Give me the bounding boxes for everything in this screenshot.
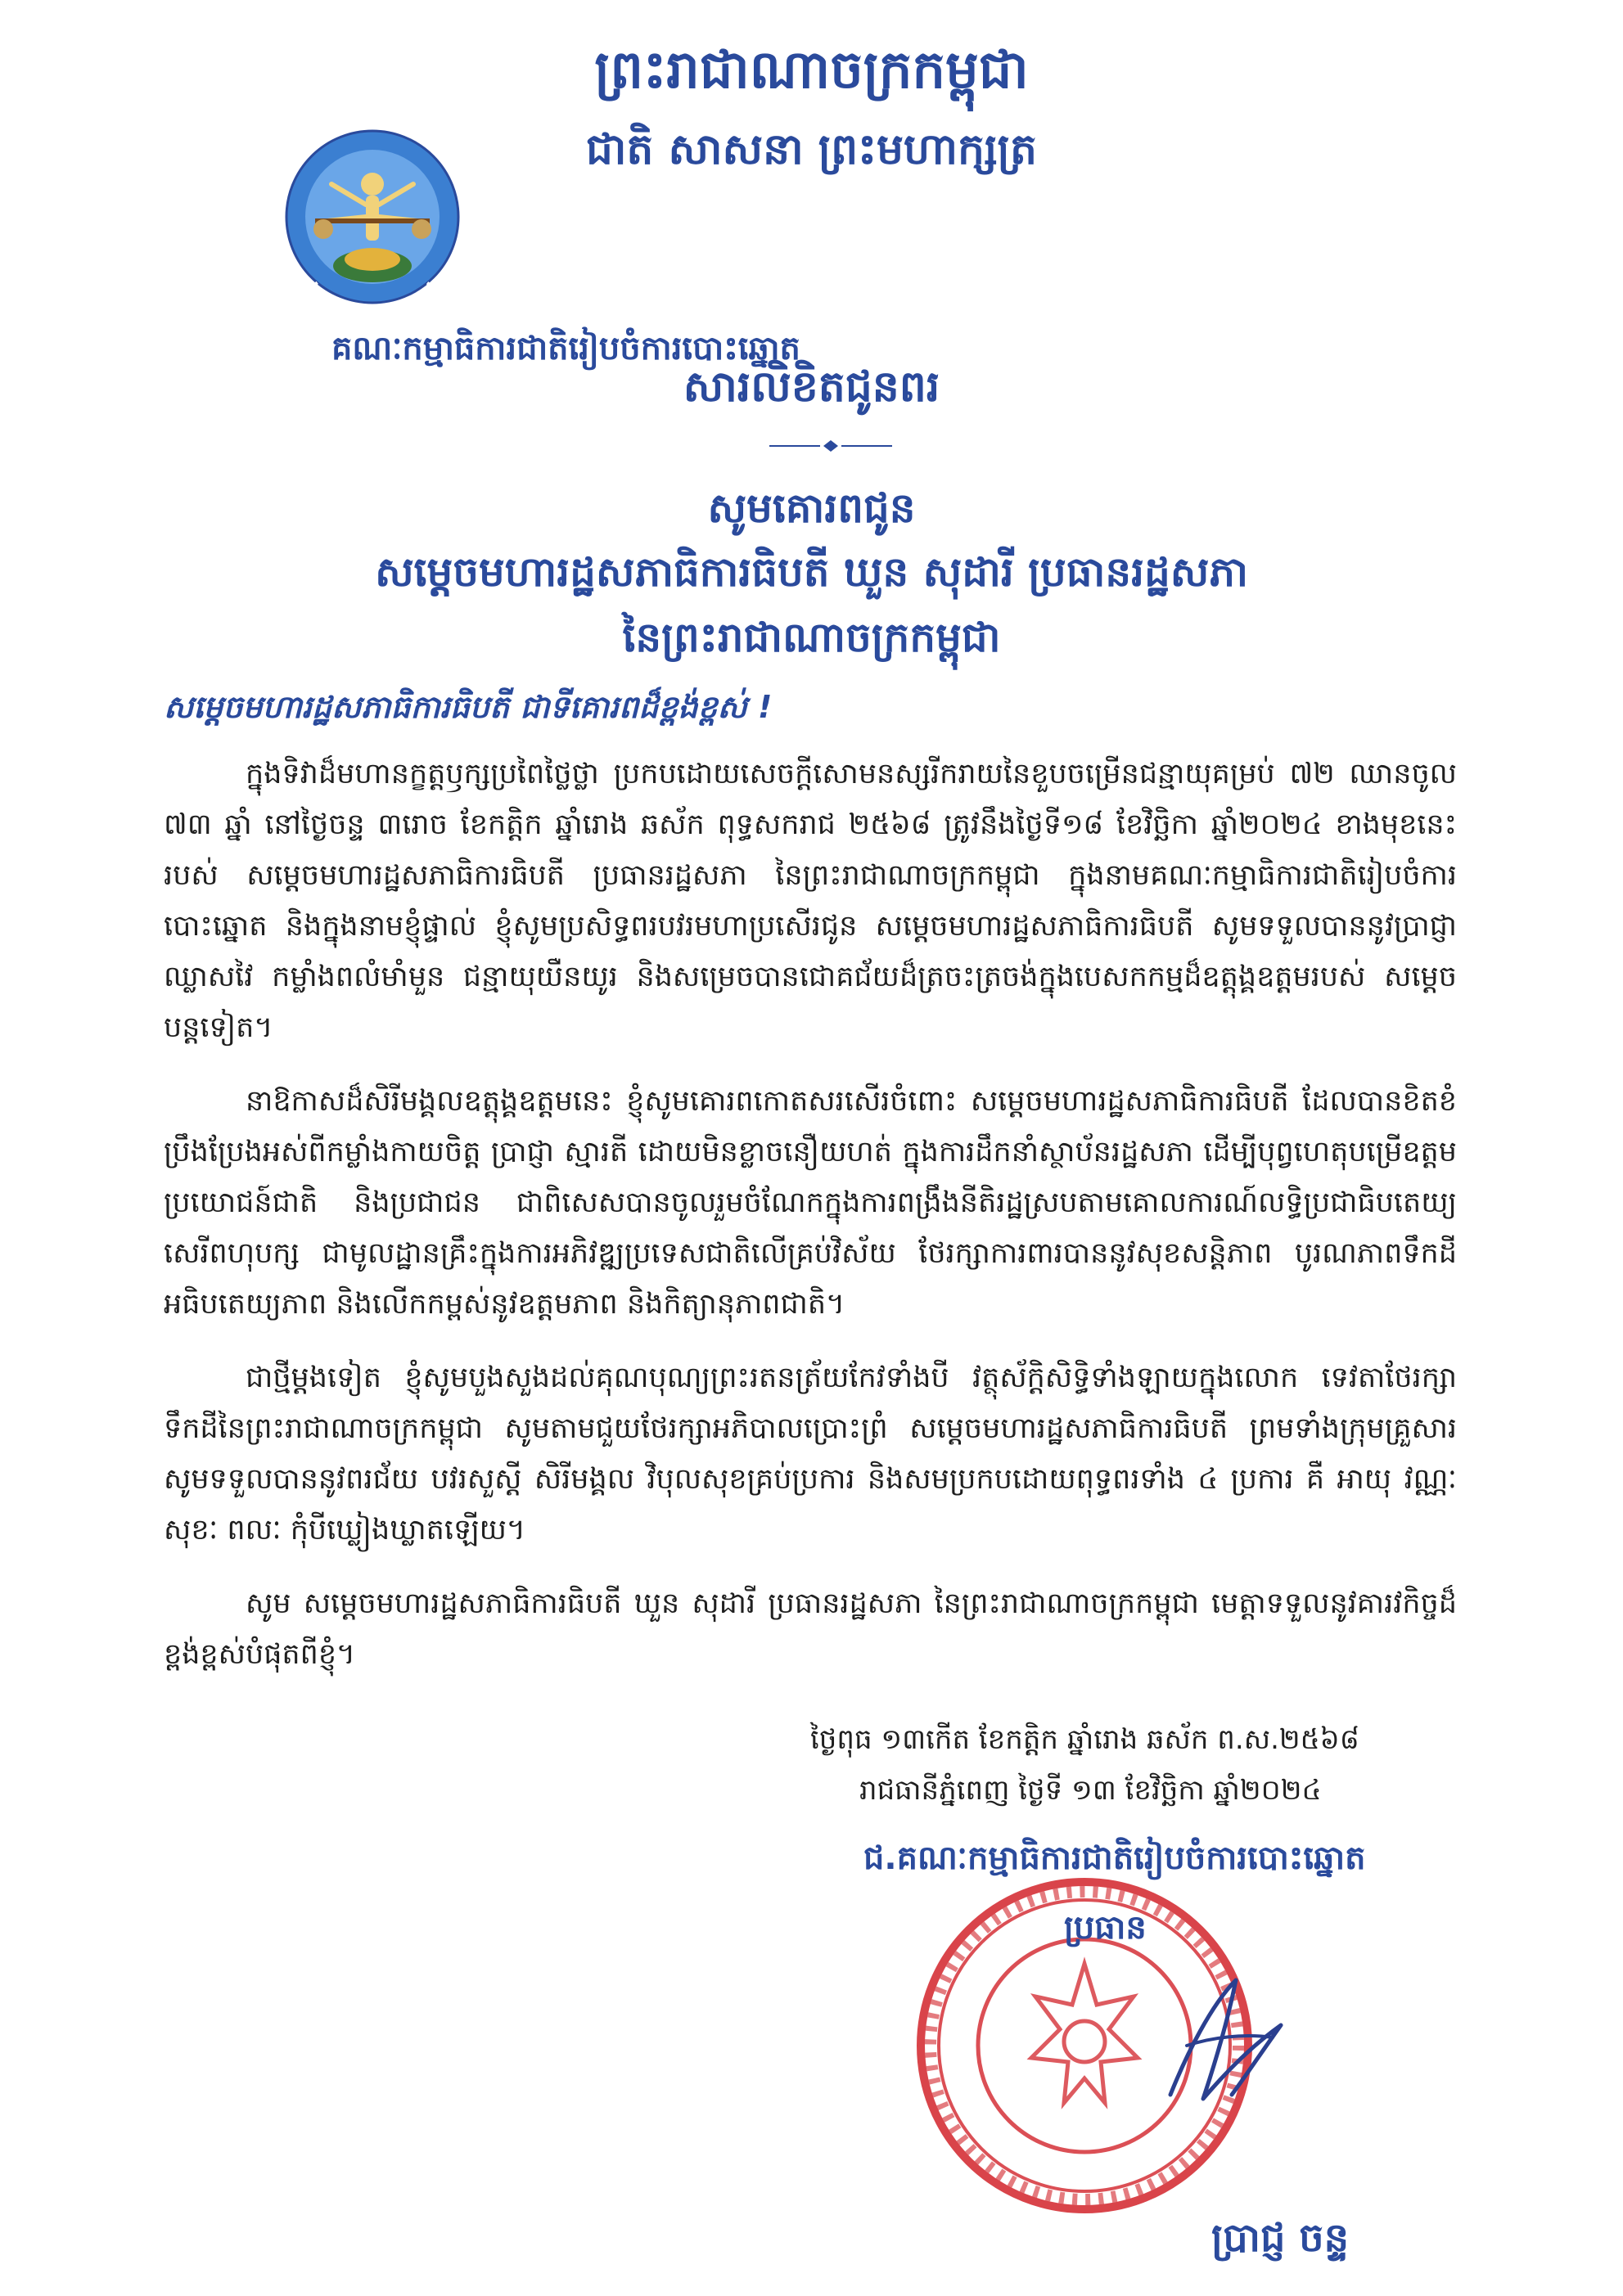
- national-motto: ជាតិ សាសនា ព្រះមហាក្សត្រ: [585, 125, 1038, 174]
- letter-body: [164, 749, 1457, 1703]
- address-recipient-line: សម្តេចមហារដ្ឋសភាធិការធិបតី ឃួន សុដារី ប្រធានរដ្ឋសភា: [375, 548, 1248, 596]
- dateline: [810, 1714, 1531, 1816]
- kingdom-heading: ព្រះរាជាណាចក្រកម្ពុជា: [594, 40, 1029, 101]
- solar-date: រាជធានីភ្នំពេញ ថ្ងៃទី ១៣ ខែវិច្ឆិកា ឆ្នាំ២០២៤: [859, 1774, 1322, 1807]
- handwritten-signature-icon: [1138, 1956, 1301, 2119]
- document-title: សារលិខិតជូនពរ: [683, 362, 940, 412]
- lunar-date: ថ្ងៃពុធ ១៣កើត ខែកត្តិក ឆ្នាំរោង ឆស័ក ព.ស.២៥៦៨: [810, 1723, 1359, 1756]
- organization-name: គណៈកម្មាធិការជាតិរៀបចំការបោះឆ្នោត: [331, 330, 800, 367]
- nec-logo-icon: [282, 127, 462, 307]
- address-respect-line: សូមគោរពជូន: [707, 484, 916, 532]
- body-paragraph: ជាថ្មីម្តងទៀត ខ្ញុំសូមបួងសួងដល់គុណបុណ្យព្រះរតនត្រ័យកែវទាំងបី វត្ថុស័ក្តិសិទ្ធិទាំងឡាយក្នុងលោក ទេវតាថែរក្សាទឹកដីនៃព្រះរាជាណាចក្រកម្ពុជា សូមតាមជួយថែរក្សាអភិបាលប្រោះព្រំ សម្តេចមហារដ្ឋសភាធិការធិបតី ព្រមទាំងក្រុមគ្រួសារ សូមទទួលបាននូវពរជ័យ បវរសួស្តី សិរីមង្គល វិបុលសុខគ្រប់ប្រការ និងសមប្រកបដោយពុទ្ធពរទាំង ៤ ប្រការ គឺ អាយុ វណ្ណៈ សុខៈ ពលៈ កុំបីឃ្លៀងឃ្លាតឡើយ។: [164, 1362, 1457, 1546]
- body-paragraph: នាឱកាសដ៏សិរីមង្គលឧត្តុង្គឧត្តមនេះ ខ្ញុំសូមគោរពកោតសរសើរចំពោះ សម្តេចមហារដ្ឋសភាធិការធិបតី ដែលបានខិតខំប្រឹងប្រែងអស់ពីកម្លាំងកាយចិត្ត ប្រាជ្ញា ស្មារតី ដោយមិនខ្លាចនឿយហត់ ក្នុងការដឹកនាំស្ថាប័នរដ្ឋសភា ដើម្បីបុព្វហេតុបម្រើឧត្តមប្រយោជន៍ជាតិ និងប្រជាជន ជាពិសេសបានចូលរួមចំណែកក្នុងការពង្រឹងនីតិរដ្ឋស្របតាមគោលការណ៍លទ្ធិប្រជាធិបតេយ្យសេរីពហុបក្ស ជាមូលដ្ឋានគ្រឹះក្នុងការអភិវឌ្ឍប្រទេសជាតិលើគ្រប់វិស័យ ថែរក្សាការពារបាននូវសុខសន្តិភាព បូរណភាពទឹកដី អធិបតេយ្យភាព និងលើកកម្ពស់នូវឧត្តមភាព និងកិត្យានុភាពជាតិ។: [164, 1085, 1457, 1321]
- ornament-divider-icon: [769, 438, 892, 454]
- address-kingdom-line: នៃព្រះរាជាណាចក្រកម្ពុជា: [622, 614, 1001, 661]
- salutation: សម្តេចមហារដ្ឋសភាធិការធិបតី ជាទីគោរពដ៏ខ្ពង់ខ្ពស់ !: [164, 689, 773, 725]
- body-paragraph: សូម សម្តេចមហារដ្ឋសភាធិការធិបតី ឃួន សុដារី ប្រធានរដ្ឋសភា នៃព្រះរាជាណាចក្រកម្ពុជា មេត្តាទទួលនូវគារវកិច្ចដ៏ខ្ពង់ខ្ពស់បំផុតពីខ្ញុំ។: [164, 1587, 1457, 1671]
- signatory-organization: ជ.គណៈកម្មាធិការជាតិរៀបចំការបោះឆ្នោត: [863, 1839, 1366, 1877]
- signatory-title: ប្រធាន: [1064, 1909, 1147, 1947]
- signatory-name: ប្រាជ្ញ ចន្ទ: [1211, 2215, 1350, 2261]
- body-paragraph: ក្នុងទិវាដ៏មហានក្ខត្តឫក្សប្រពៃថ្លៃថ្លា ប្រកបដោយសេចក្តីសោមនស្សរីករាយនៃខួបចម្រើនជន្មាយុគម្រប់ ៧២ ឈានចូល ៧៣ ឆ្នាំ នៅថ្ងៃចន្ទ ៣រោច ខែកត្តិក ឆ្នាំរោង ឆស័ក ពុទ្ធសករាជ ២៥៦៨ ត្រូវនឹងថ្ងៃទី១៨ ខែវិច្ឆិកា ឆ្នាំ២០២៤ ខាងមុខនេះ របស់ សម្តេចមហារដ្ឋសភាធិការធិបតី ប្រធានរដ្ឋសភា នៃព្រះរាជាណាចក្រកម្ពុជា ក្នុងនាមគណៈកម្មាធិការជាតិរៀបចំការបោះឆ្នោត និងក្នុងនាមខ្ញុំផ្ទាល់ ខ្ញុំសូមប្រសិទ្ធពរបវរមហាប្រសើរជូន សម្តេចមហារដ្ឋសភាធិការធិបតី សូមទទួលបាននូវប្រាជ្ញាឈ្លាសវៃ កម្លាំងពលំមាំមួន ជន្មាយុយឺនយូរ និងសម្រេចបានជោគជ័យដ៏ត្រចះត្រចង់ក្នុងបេសកកម្មដ៏ឧត្តុង្គឧត្តមរបស់ សម្តេច បន្តទៀត។: [164, 758, 1457, 1044]
